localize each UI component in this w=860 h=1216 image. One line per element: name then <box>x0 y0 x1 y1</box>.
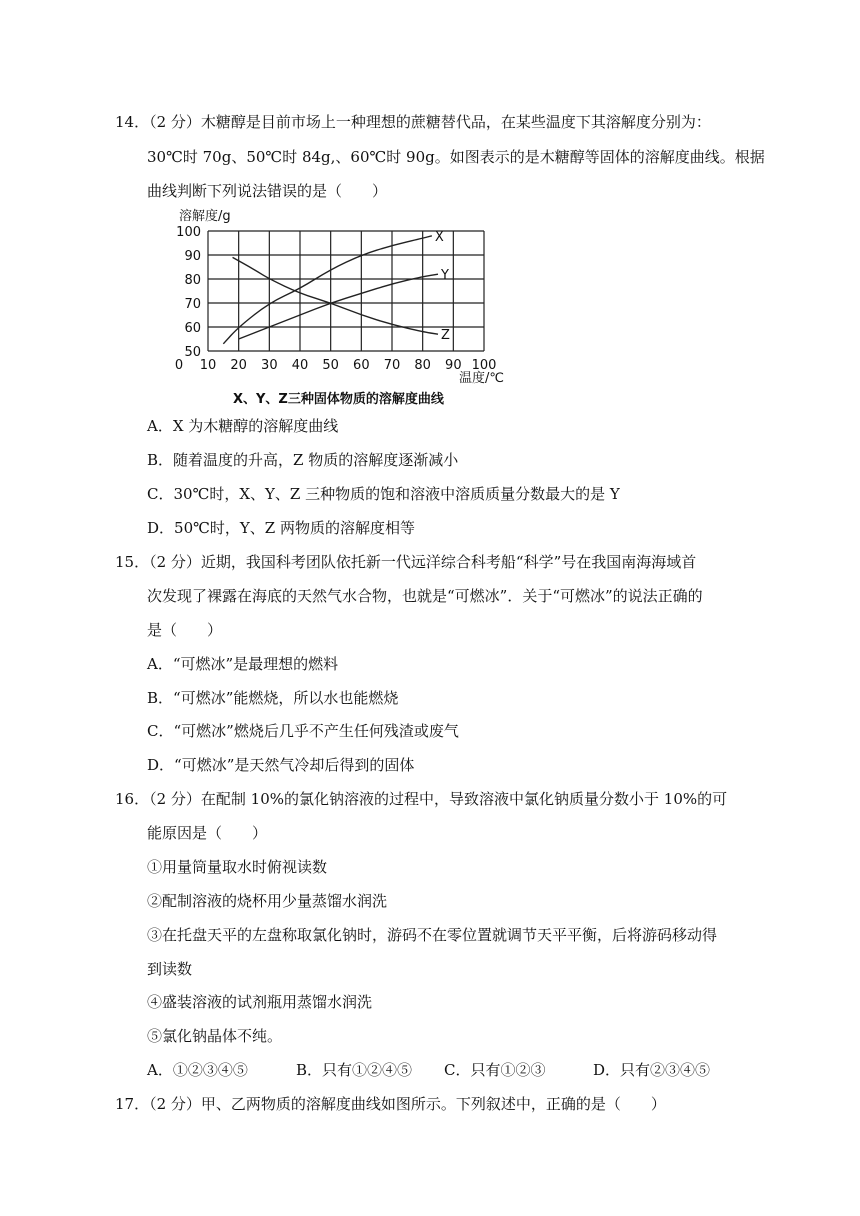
x-tick-label: 0 <box>174 358 184 373</box>
curve-z <box>233 257 438 334</box>
q16-item-2: ②配制溶液的烧杯用少量蒸馏水润洗 <box>147 892 388 910</box>
chart-caption: X、Y、Z三种固体物质的溶解度曲线 <box>233 392 444 405</box>
q15-option-b: B．“可燃冰”能燃烧，所以水也能燃烧 <box>147 689 399 707</box>
x-tick-label: 60 <box>353 358 370 373</box>
curve-label-x: X <box>434 229 444 245</box>
curve-label-z: Z <box>441 328 450 344</box>
x-tick-label: 30 <box>261 358 278 373</box>
q15-stem-line-3: 是（ ） <box>147 621 223 639</box>
q15-stem-line-2: 次发现了裸露在海底的天然气水合物，也就是“可燃冰”．关于“可燃冰”的说法正确的 <box>147 587 703 605</box>
q16-item-3: ③在托盘天平的左盘称取氯化钠时，游码不在零位置就调节天平平衡，后将游码移动得 <box>147 926 718 944</box>
q17-stem-line-1: 17．（2 分）甲、乙两物质的溶解度曲线如图所示。下列叙述中，正确的是（ ） <box>115 1095 666 1113</box>
x-tick-label: 50 <box>322 358 339 373</box>
q14-option-a: A．X 为木糖醇的溶解度曲线 <box>147 417 339 435</box>
q16-stem-line-2: 能原因是（ ） <box>147 824 268 842</box>
chart-xlabel: 温度/℃ <box>459 371 504 386</box>
q16-item-4: ④盛装溶液的试剂瓶用蒸馏水润洗 <box>147 993 373 1011</box>
q16-item-3-cont: 到读数 <box>147 960 193 978</box>
q16-item-1: ①用量筒量取水时俯视读数 <box>147 858 328 876</box>
q14-option-b: B．随着温度的升高，Z 物质的溶解度逐渐减小 <box>147 451 459 469</box>
q16-option-a: A．①②③④⑤ <box>147 1061 248 1079</box>
q16-option-b: B．只有①②④⑤ <box>296 1061 413 1079</box>
q14-stem-line-1: 14．（2 分）木糖醇是目前市场上一种理想的蔗糖替代品，在某些温度下其溶解度分别为： <box>115 113 711 131</box>
y-tick-label: 60 <box>184 321 201 336</box>
q16-stem-line-1: 16．（2 分）在配制 10%的氯化钠溶液的过程中，导致溶液中氯化钠质量分数小于 10%的可 <box>115 790 728 808</box>
chart-ylabel: 溶解度/g <box>179 209 231 224</box>
q14-stem-line-2: 30℃时 70g、50℃时 84g,、60℃时 90g。如图表示的是木糖醇等固体的溶解度曲线。根据 <box>147 148 765 166</box>
x-tick-label: 40 <box>291 358 309 373</box>
y-tick-label: 90 <box>184 249 201 264</box>
curve-label-y: Y <box>441 268 449 284</box>
q16-option-d: D．只有②③④⑤ <box>593 1061 711 1079</box>
q15-option-d: D．“可燃冰”是天然气冷却后得到的固体 <box>147 756 415 774</box>
q14-option-c: C．30℃时，X、Y、Z 三种物质的饱和溶液中溶质质量分数最大的是 Y <box>147 485 620 503</box>
q14-stem-line-3: 曲线判断下列说法错误的是（ ） <box>147 182 388 200</box>
x-tick-label: 20 <box>230 358 247 373</box>
y-tick-label: 100 <box>176 225 201 240</box>
x-tick-label: 80 <box>414 358 431 373</box>
chart-x-ticks <box>175 358 497 373</box>
q15-option-a: A．“可燃冰”是最理想的燃料 <box>147 655 339 673</box>
x-tick-label: 90 <box>445 358 462 373</box>
x-tick-label: 100 <box>471 358 497 373</box>
solubility-chart <box>150 205 520 405</box>
q15-stem-line-1: 15．（2 分）近期，我国科考团队依托新一代远洋综合科考船“科学”号在我国南海海域首 <box>115 553 697 571</box>
chart-y-ticks <box>176 225 201 360</box>
y-tick-label: 80 <box>184 273 201 288</box>
q16-item-5: ⑤氯化钠晶体不纯。 <box>147 1027 283 1045</box>
y-tick-label: 70 <box>184 297 201 312</box>
q16-option-c: C．只有①②③ <box>444 1061 546 1079</box>
x-tick-label: 70 <box>383 358 401 373</box>
x-tick-label: 10 <box>199 358 217 373</box>
q15-option-c: C．“可燃冰”燃烧后几乎不产生任何残渣或废气 <box>147 722 459 740</box>
y-tick-label: 50 <box>184 345 201 360</box>
q14-option-d: D．50℃时，Y、Z 两物质的溶解度相等 <box>147 519 415 537</box>
